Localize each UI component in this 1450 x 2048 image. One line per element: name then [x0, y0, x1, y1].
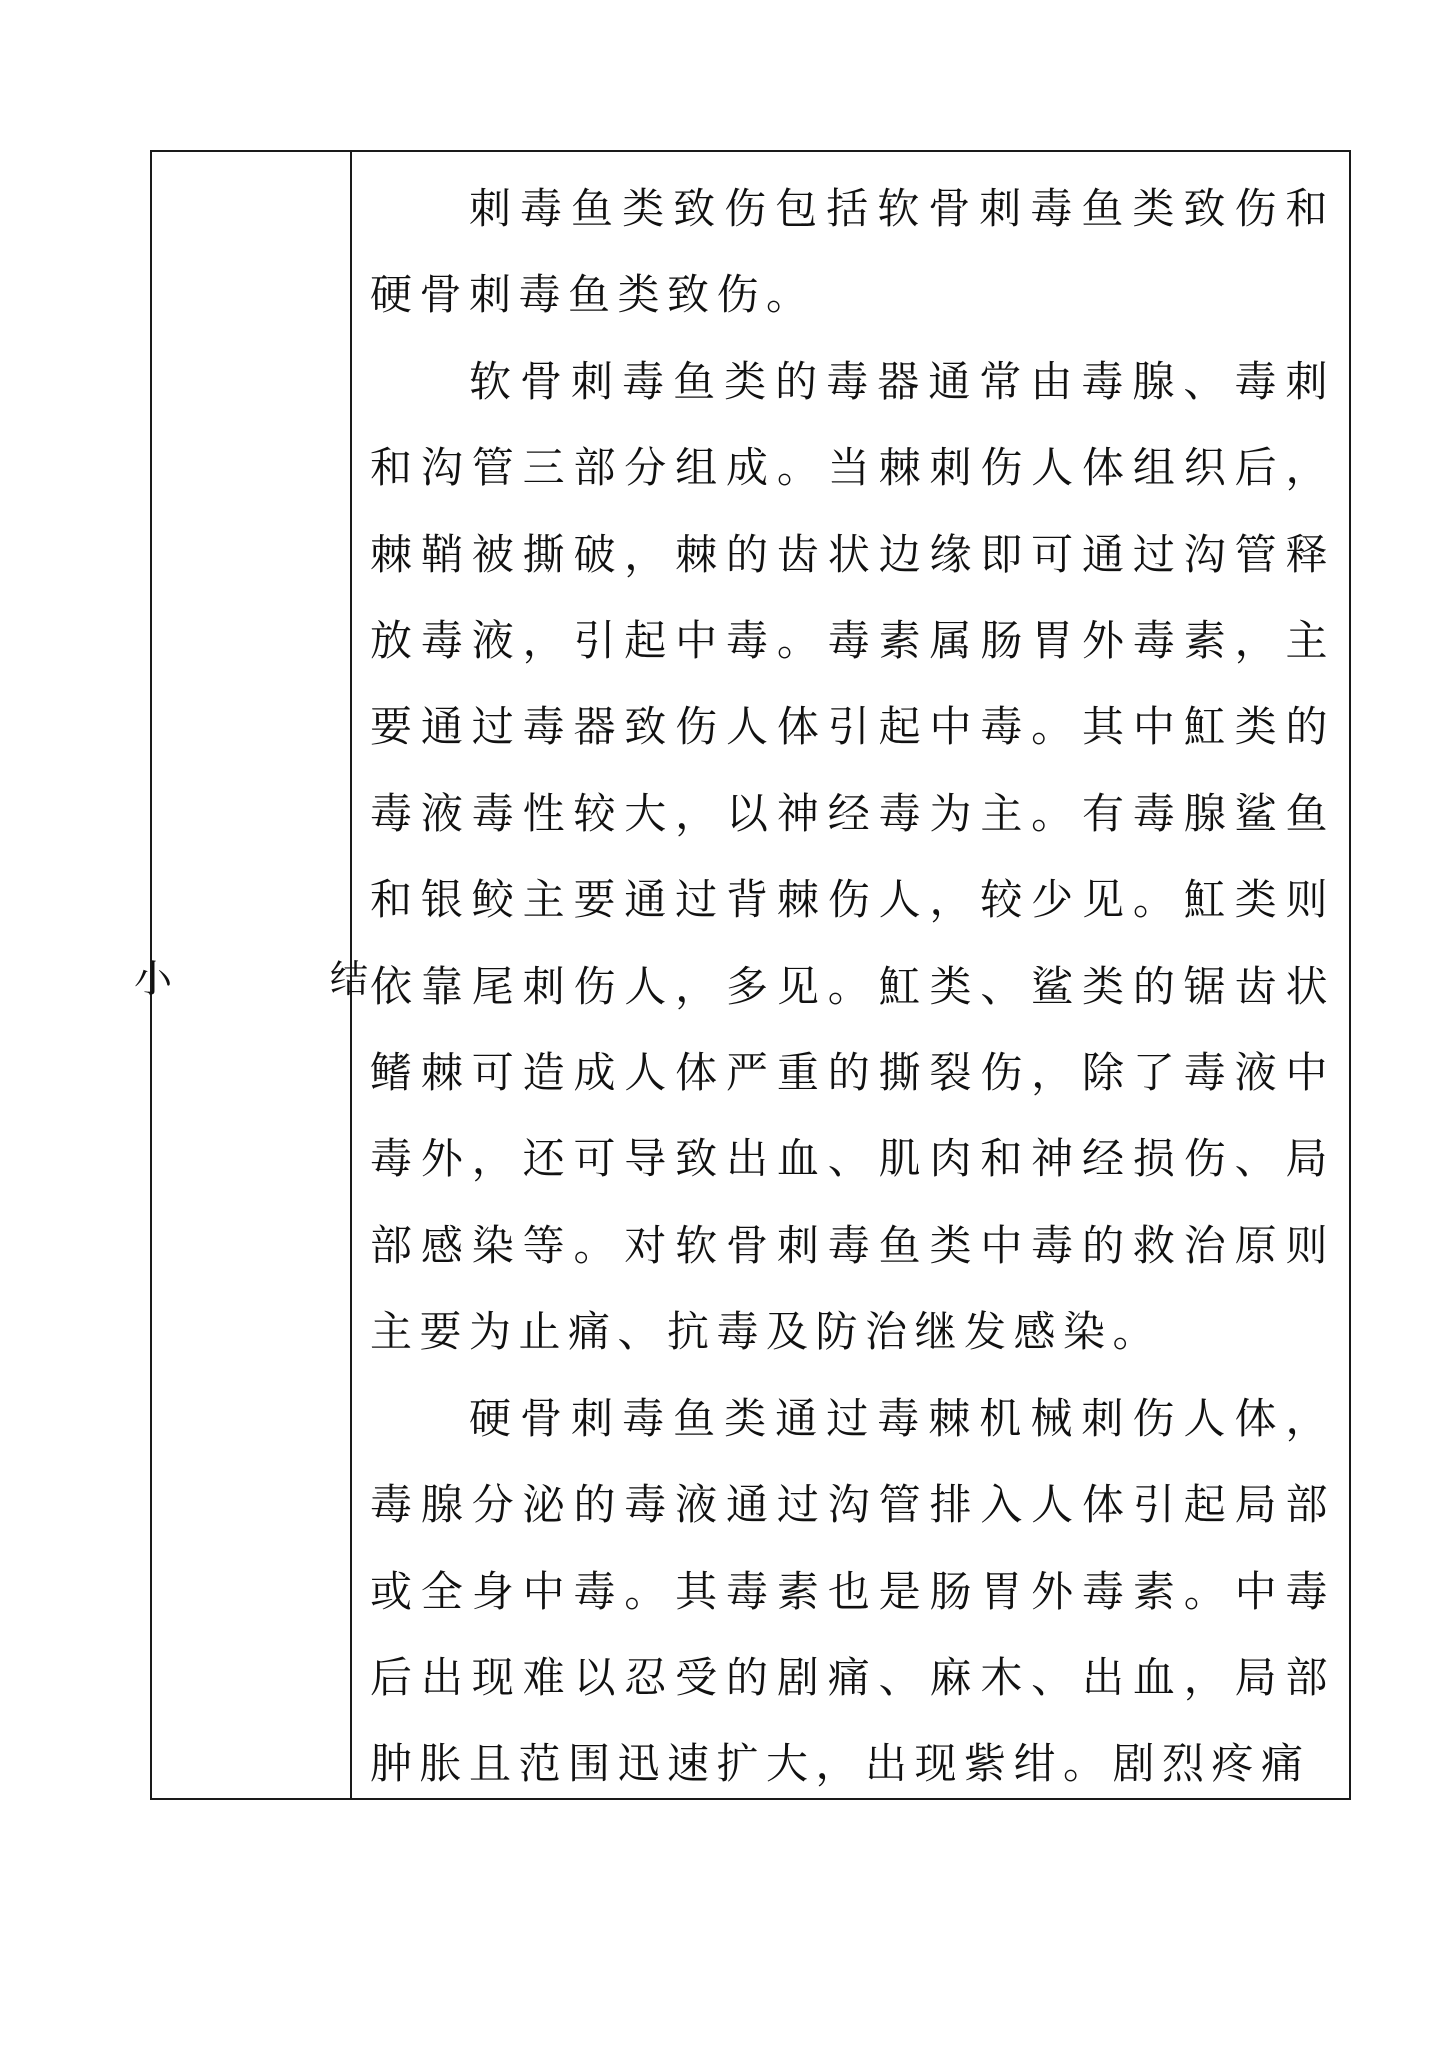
content-cell [352, 152, 1349, 1798]
paragraph: 硬骨刺毒鱼类通过毒棘机械刺伤人体，毒腺分泌的毒液通过沟管排入人体引起局部或全身中毒。其毒素也是肠胃外毒素。中毒后出现难以忍受的剧痛、麻木、出血，局部肿胀且范围迅速扩大，出现紫绀。剧烈疼痛 [370, 1393, 1335, 1789]
row-label-cell [134, 152, 429, 1798]
row-label: 小 结 [134, 956, 429, 1001]
summary-table [134, 150, 1351, 1800]
paragraph: 软骨刺毒鱼类的毒器通常由毒腺、毒刺和沟管三部分组成。当棘刺伤人体组织后，棘鞘被撕破，棘的齿状边缘即可通过沟管释放毒液，引起中毒。毒素属肠胃外毒素，主要通过毒器致伤人体引起中毒。其中魟类的毒液毒性较大，以神经毒为主。有毒腺鲨鱼和银鲛主要通过背棘伤人，较少见。魟类则依靠尾刺伤人，多见。魟类、鲨类的锯齿状鳍棘可造成人体严重的撕裂伤，除了毒液中毒外，还可导致出血、肌肉和神经损伤、局部感染等。对软骨刺毒鱼类中毒的救治原则主要为止痛、抗毒及防治继发感染。 [370, 356, 1335, 1357]
paragraph: 刺毒鱼类致伤包括软骨刺毒鱼类致伤和硬骨刺毒鱼类致伤。 [370, 184, 1335, 320]
